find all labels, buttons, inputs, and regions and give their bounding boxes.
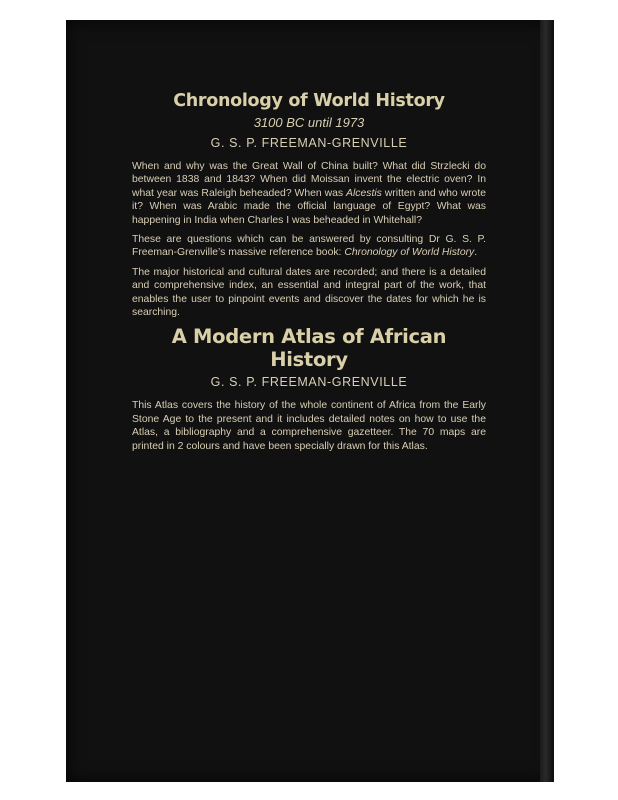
book1-p2-text-b: .: [474, 247, 478, 259]
book1-title: Chronology of World History: [173, 91, 445, 111]
book2-title-line-2: History: [270, 348, 348, 372]
book2-author: G. S. P. FREEMAN-GRENVILLE: [210, 375, 408, 390]
book2-title-line-1: A Modern Atlas of African: [171, 325, 447, 349]
book1-paragraph-1: [132, 160, 486, 227]
book1-subtitle: 3100 BC until 1973: [253, 115, 365, 130]
book2-paragraph-1: This Atlas covers the history of the whole continent of Africa from the Early Stone Age to the present and it includes detailed notes on how to use the Atlas, a bibliography and a comprehensive gazetteer. The 70 maps are printed in 2 colours and have been specially drawn for this Atlas.: [132, 400, 486, 452]
book1-p1-emphasis: Alcestis: [346, 187, 382, 199]
book1-author: G. S. P. FREEMAN-GRENVILLE: [210, 136, 408, 150]
book1-p2-emphasis: Chronology of World History: [344, 247, 475, 259]
book1-p2-text-a: These are questions which can be answered by consulting Dr G. S. P. Freeman-Grenville’s massive reference book:: [132, 234, 486, 259]
book1-p1-text-a: When and why was the Great Wall of China built? What did Strzlecki do between 1838 and 1843? When did Moissan invent the electric oven? In what year was Raleigh beheaded? When was: [132, 161, 486, 199]
book1-paragraph-2: [132, 233, 486, 260]
cover-text: [132, 90, 486, 459]
book1-p1-text-b: written and who wrote it? When was Arabic made the official language of Egypt? What was happening in India when Charles I was beheaded in Whitehall?: [132, 187, 486, 226]
book2-title: [132, 325, 486, 371]
book1-paragraph-3: The major historical and cultural dates are recorded; and there is a detailed and comprehensive index, an essential and integral part of the work, that enables the user to pinpoint events and discover the dates for which he is searching.: [132, 266, 486, 319]
cover-edge: [540, 20, 554, 782]
